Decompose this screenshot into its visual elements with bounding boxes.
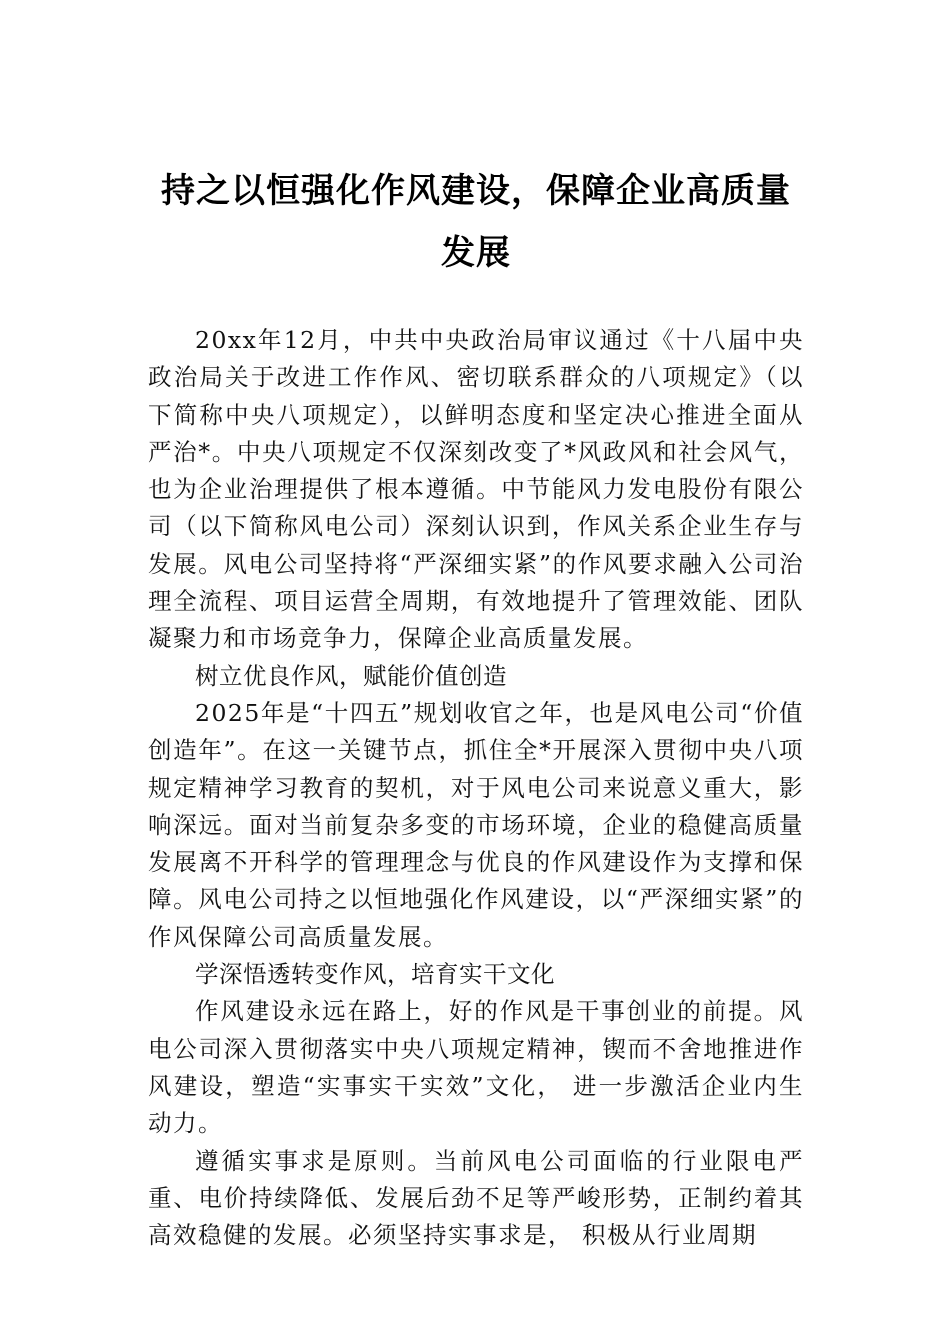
document-title [150,160,802,284]
title-line-1: 持之以恒强化作风建设，保障企业高质量 [161,171,791,211]
paragraph-intro: 20xx年12月，中共中央政治局审议通过《十八届中央政治局关于改进工作作风、密切联系群众的八项规定》（以下简称中央八项规定），以鲜明态度和坚定决心推进全面从严治*。中央八项规定不仅深刻改变了*风政风和社会风气，也为企业治理提供了根本遵循。中节能风力发电股份有限公司（以下简称风电公司）深刻认识到，作风关系企业生存与发展。风电公司坚持将“严深细实紧”的作风要求融入公司治理全流程、项目运营全周期，有效地提升了管理效能、团队凝聚力和市场竞争力，保障企业高质量发展。 [148,326,804,653]
section-heading-practical-culture: 学深悟透转变作风，培育实干文化 [195,960,555,989]
title-line-2: 发展 [441,233,511,273]
paragraph-value-creation: 2025年是“十四五”规划收官之年，也是风电公司“价值创造年”。在这一关键节点，抓住全*开展深入贯彻中央八项规定精神学习教育的契机，对于风电公司来说意义重大，影响深远。面对当前复杂多变的市场环境，企业的稳健高质量发展离不开科学的管理理念与优良的作风建设作为支撑和保障。风电公司持之以恒地强化作风建设，以“严深细实紧”的作风保障公司高质量发展。 [148,698,804,951]
paragraph-seek-truth: 遵循实事求是原则。当前风电公司面临的行业限电严重、电价持续降低、发展后劲不足等严峻形势，正制约着其高效稳健的发展。必须坚持实事求是， 积极从行业周期 [148,1146,804,1250]
document-body [148,322,804,1254]
paragraph-practical-culture: 作风建设永远在路上，好的作风是干事创业的前提。风电公司深入贯彻落实中央八项规定精神，锲而不舍地推进作风建设，塑造“实事实干实效”文化， 进一步激活企业内生动力。 [148,997,804,1138]
section-heading-value-creation: 树立优良作风，赋能价值创造 [195,661,507,690]
